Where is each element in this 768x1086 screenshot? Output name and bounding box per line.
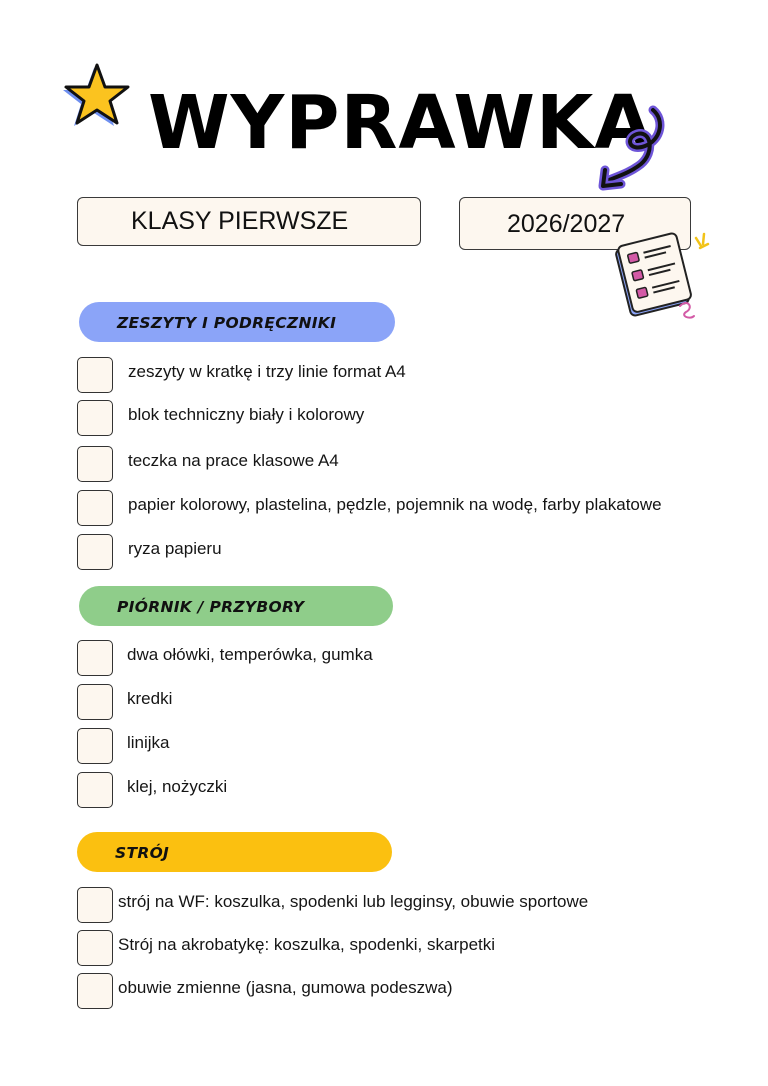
list-item [77,490,757,526]
school-year-box: 2026/2027 [459,197,691,250]
item-label: kredki [127,689,173,708]
list-item [77,640,757,676]
squiggle-arrow-icon [595,100,675,196]
item-label: teczka na prace klasowe A4 [128,451,339,470]
checkbox[interactable] [77,446,113,482]
checkbox[interactable] [77,930,113,966]
item-label: klej, nożyczki [127,777,228,796]
item-label: blok techniczny biały i kolorowy [128,405,365,424]
item-label: strój na WF: koszulka, spodenki lub legginsy, obuwie sportowe [118,892,589,911]
list-item [77,534,757,570]
checkbox[interactable] [77,490,113,526]
checkbox[interactable] [77,534,113,570]
list-item [77,772,757,808]
item-label: papier kolorowy, plastelina, pędzle, pojemnik na wodę, farby plakatowe [128,495,662,514]
checkbox[interactable] [77,400,113,436]
item-label: linijka [127,733,170,752]
class-label-box: KLASY PIERWSZE [77,197,421,246]
list-item [77,400,757,436]
list-item [77,930,757,966]
checkbox[interactable] [77,887,113,923]
list-item [77,973,757,1009]
checkbox[interactable] [77,684,113,720]
list-item [77,887,757,923]
page-title: WYPRAWKA [148,80,653,166]
checkbox[interactable] [77,640,113,676]
checkbox[interactable] [77,973,113,1009]
checkbox[interactable] [77,772,113,808]
list-item [77,684,757,720]
item-label: zeszyty w kratkę i trzy linie format A4 [128,362,406,381]
list-item [77,357,757,393]
star-icon [60,60,132,132]
checkbox[interactable] [77,357,113,393]
section-heading-outfit: STRÓJ [77,832,392,872]
section-heading-notebooks: ZESZYTY I PODRĘCZNIKI [79,302,395,342]
item-label: obuwie zmienne (jasna, gumowa podeszwa) [118,978,453,997]
checklist-icon [608,228,714,324]
item-label: dwa ołówki, temperówka, gumka [127,645,373,664]
checkbox[interactable] [77,728,113,764]
list-item [77,728,757,764]
list-item [77,446,757,482]
item-label: Strój na akrobatykę: koszulka, spodenki, skarpetki [118,935,496,954]
item-label: ryza papieru [128,539,222,558]
section-heading-pencil-case: PIÓRNIK / PRZYBORY [79,586,393,626]
